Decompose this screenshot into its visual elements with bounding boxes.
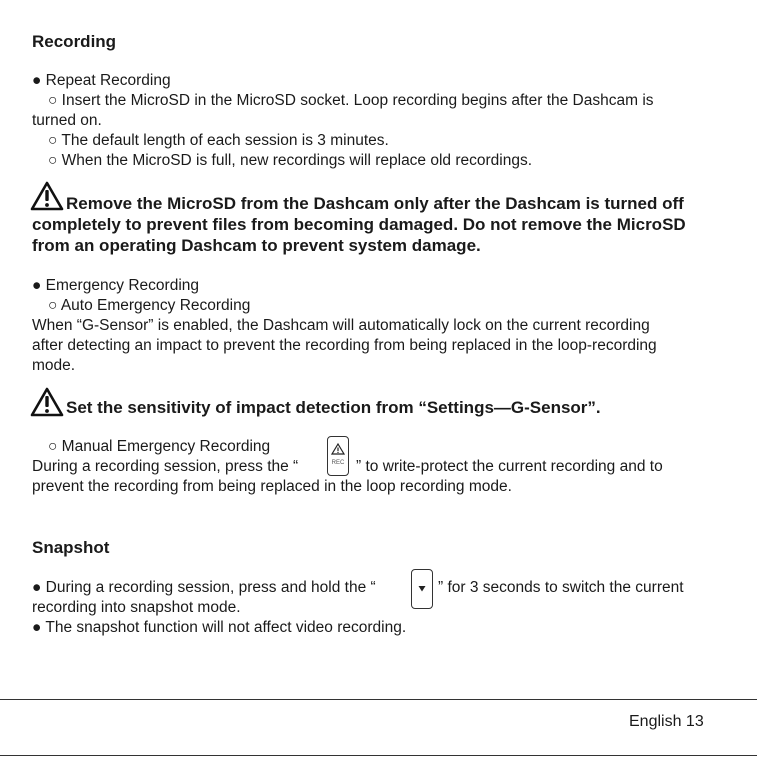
warning-1-line-3: from an operating Dashcam to prevent system damage. xyxy=(32,236,481,255)
snapshot-line-2: ● The snapshot function will not affect video recording. xyxy=(32,619,407,636)
snapshot-line-1b: ” for 3 seconds to switch the current xyxy=(438,579,684,596)
auto-emergency-text-2: after detecting an impact to prevent the recording from being replaced in the loop-recording xyxy=(32,337,657,354)
warning-2-text: Set the sensitivity of impact detection from “Settings—G-Sensor”. xyxy=(66,398,601,417)
down-triangle-icon xyxy=(412,570,432,608)
repeat-recording-line-1: ○ Insert the MicroSD in the MicroSD socket. Loop recording begins after the Dashcam is xyxy=(48,92,654,109)
warning-triangle-icon xyxy=(30,387,64,417)
repeat-recording-line-3: ○ When the MicroSD is full, new recordings will replace old recordings. xyxy=(48,152,533,169)
warning-triangle-icon xyxy=(30,181,64,211)
warning-small-icon xyxy=(328,440,348,460)
page-number: English 13 xyxy=(629,713,704,730)
repeat-recording-bullet: ● Repeat Recording xyxy=(32,72,171,89)
auto-emergency-recording: ○ Auto Emergency Recording xyxy=(48,297,251,314)
auto-emergency-text-1: When “G-Sensor” is enabled, the Dashcam will automatically lock on the current recording xyxy=(32,317,650,334)
repeat-recording-line-1-cont: turned on. xyxy=(32,112,102,129)
repeat-recording-line-2: ○ The default length of each session is 3 minutes. xyxy=(48,132,389,149)
snapshot-line-1a: ● During a recording session, press and hold the “ xyxy=(32,579,376,596)
manual-emergency-recording: ○ Manual Emergency Recording xyxy=(48,438,271,455)
snapshot-heading: Snapshot xyxy=(32,538,110,557)
footer-top-rule xyxy=(0,699,757,700)
snapshot-line-1-cont: recording into snapshot mode. xyxy=(32,599,241,616)
emergency-recording-bullet: ● Emergency Recording xyxy=(32,277,200,294)
footer-bottom-rule xyxy=(0,755,757,756)
manual-emergency-text-2: prevent the recording from being replaced in the loop recording mode. xyxy=(32,478,512,495)
manual-emergency-text-1b: ” to write-protect the current recording and to xyxy=(356,458,663,475)
recording-heading: Recording xyxy=(32,32,117,51)
warning-1-line-2: completely to prevent files from becoming damaged. Do not remove the MicroSD xyxy=(32,215,686,234)
rec-label: REC xyxy=(331,460,345,466)
manual-emergency-text-1a: During a recording session, press the “ xyxy=(32,458,299,475)
warning-1-line-1: Remove the MicroSD from the Dashcam only after the Dashcam is turned off xyxy=(66,194,684,213)
rec-button-icon xyxy=(327,436,349,476)
down-arrow-button-icon xyxy=(411,569,433,609)
auto-emergency-text-3: mode. xyxy=(32,357,76,374)
